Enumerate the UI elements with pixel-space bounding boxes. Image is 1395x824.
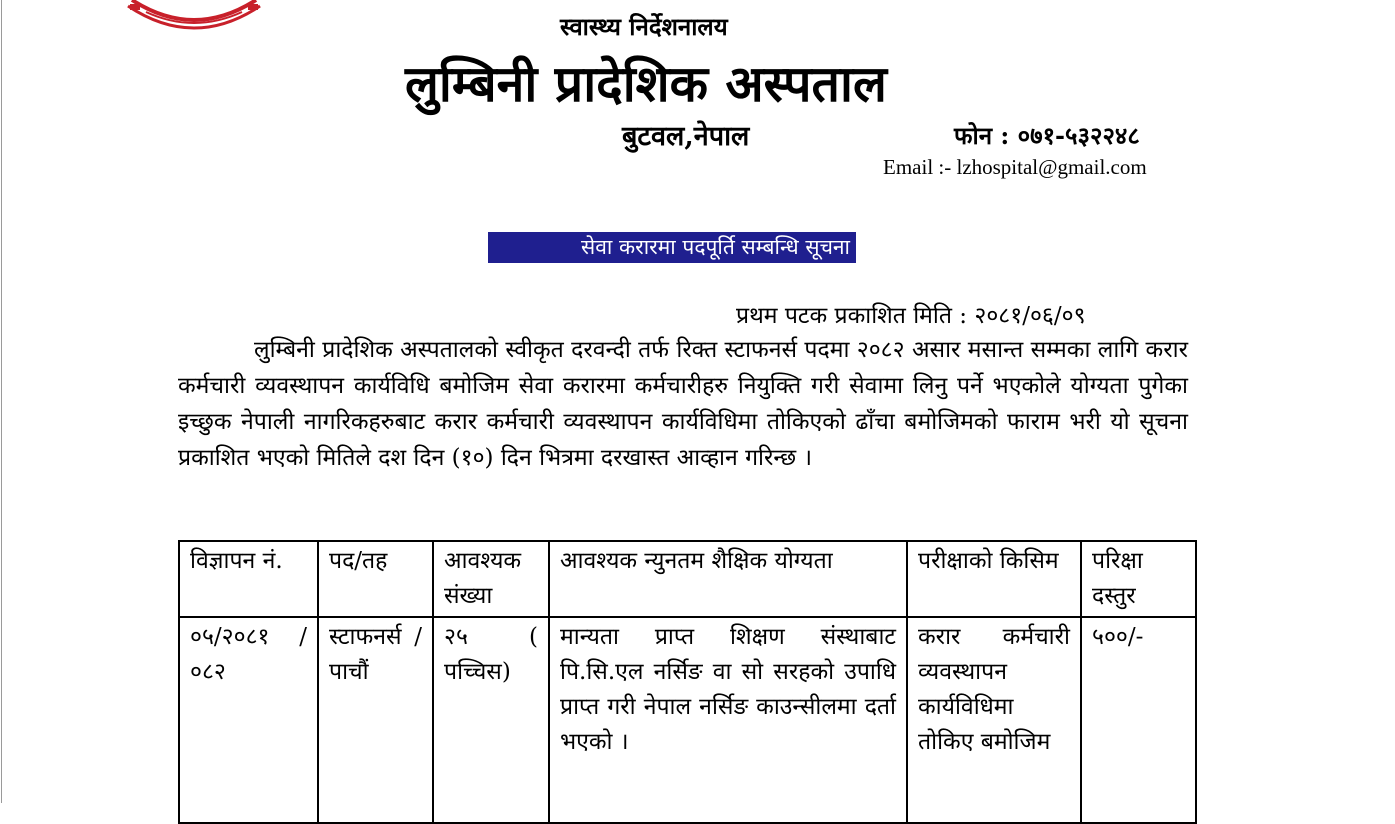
page-edge-line — [1, 0, 2, 803]
cell-exam-type: करार कर्मचारी व्यवस्थापन कार्यविधिमा तोकिए बमोजिम — [907, 617, 1081, 823]
publication-date: प्रथम पटक प्रकाशित मिति : २०८१/०६/०९ — [736, 303, 1086, 329]
col-header-qualification: आवश्यक न्युनतम शैक्षिक योग्यता — [549, 541, 907, 617]
email-address: Email :- lzhospital@gmail.com — [883, 155, 1147, 179]
cell-ad-number: ०५/२०८१ /०८२ — [179, 617, 318, 823]
hospital-address: बुटवल,नेपाल — [622, 121, 750, 152]
table-header-row — [179, 541, 1196, 617]
cell-exam-fee: ५००/- — [1081, 617, 1196, 823]
notice-title: सेवा करारमा पदपूर्ति सम्बन्धि सूचना — [488, 232, 856, 263]
phone-number: फोन : ०७१-५३२२४८ — [954, 121, 1140, 150]
notice-body-text: लुम्बिनी प्रादेशिक अस्पतालको स्वीकृत दरवन्दी तर्फ रिक्त स्टाफनर्स पदमा २०८२ असार मसान्त सम्मका लागि करार कर्मचारी व्यवस्थापन कार्यविधि बमोजिम सेवा करारमा कर्मचारीहरु नियुक्ति गरी सेवामा लिनु पर्ने भएकोले योग्यता पुगेका इच्छुक नेपाली नागरिकहरुबाट करार कर्मचारी व्यवस्थापन कार्यविधिमा तोकिएको ढाँचा बमोजिमको फाराम भरी यो सूचना प्रकाशित भएको मितिले दश दिन (१०) दिन भित्रमा दरखास्त आव्हान गरिन्छ । — [178, 337, 1188, 471]
table-row — [179, 617, 1196, 823]
col-header-required-count: आवश्यक संख्या — [433, 541, 549, 617]
cell-post-level: स्टाफनर्स /पाचौं — [318, 617, 433, 823]
office-name: स्वास्थ्य निर्देशनालय — [560, 12, 728, 41]
col-header-exam-fee: परिक्षा दस्तुर — [1081, 541, 1196, 617]
vacancy-table — [178, 540, 1197, 824]
cell-required-count: २५ ( पच्चिस) — [433, 617, 549, 823]
government-emblem-icon — [124, 0, 264, 34]
notice-body — [178, 332, 1188, 476]
col-header-exam-type: परीक्षाको किसिम — [907, 541, 1081, 617]
col-header-ad-number: विज्ञापन नं. — [179, 541, 318, 617]
col-header-post-level: पद/तह — [318, 541, 433, 617]
cell-qualification: मान्यता प्राप्त शिक्षण संस्थाबाट पि.सि.एल नर्सिङ वा सो सरहको उपाधि प्राप्त गरी नेपाल नर्सिङ काउन्सीलमा दर्ता भएको । — [549, 617, 907, 823]
hospital-name: लुम्बिनी प्रादेशिक अस्पताल — [405, 54, 887, 113]
